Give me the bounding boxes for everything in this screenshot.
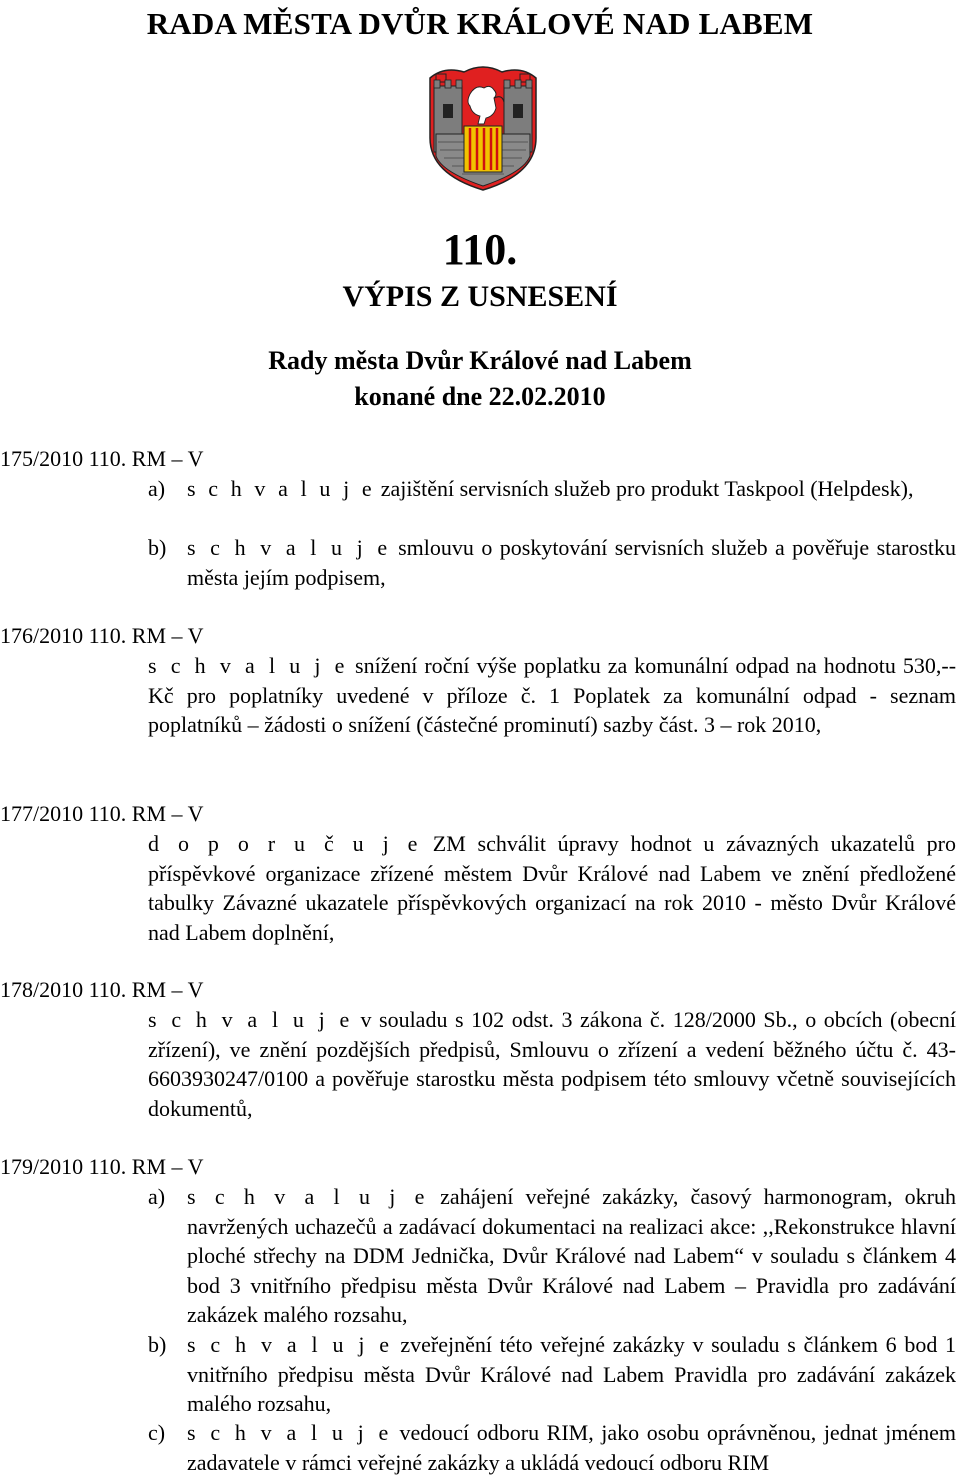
- resolution-item: [148, 829, 956, 947]
- resolution-verb: s c h v a l u j e: [187, 1332, 393, 1357]
- resolution-item: [187, 474, 956, 504]
- resolution-verb: s c h v a l u j e: [148, 653, 349, 678]
- resolution-item: [187, 1418, 956, 1477]
- resolution-item: [148, 651, 956, 740]
- resolution-text: zveřejnění této veřejné zakázky v souladu s článkem 6 bod 1 vnitřního předpisu města Dvůr Králové nad Labem Pravidla pro zadávání zakázek malého rozsahu,: [187, 1332, 957, 1417]
- resolution-item: [187, 1182, 956, 1330]
- item-label: c): [148, 1420, 166, 1445]
- item-label: b): [148, 535, 167, 560]
- extract-number: 110.: [442, 225, 518, 274]
- resolution-verb: d o p o r u č u j e: [148, 831, 422, 856]
- resolution-text: vedoucí odboru RIM, jako osobu oprávněnou, jednat jménem zadavatele v rámci veřejné zakázky a ukládá vedoucí odboru RIM: [187, 1420, 957, 1475]
- resolution-verb: s c h v a l u j e: [187, 1184, 428, 1209]
- resolution-text: snížení roční výše poplatku za komunální odpad na hodnotu 530,-- Kč pro poplatníky uvedené v příloze č. 1 Poplatek za komunální odpad - seznam poplatníků – žádosti o snížení (částečné prominutí) sazby část. 3 – rok 2010,: [148, 653, 957, 738]
- resolution-text: v souladu s 102 odst. 3 zákona č. 128/2000 Sb., o obcích (obecní zřízení), ve znění pozdějších předpisů, Smlouvu o zřízení a vedení běžného účtu č. 43-6603930247/0100 a pověřuje starostku města podpisem této smlouvy včetně souvisejících dokumentů,: [148, 1007, 956, 1121]
- item-label: b): [148, 1332, 167, 1357]
- resolution-id: 179/2010 110. RM – V: [0, 1154, 204, 1179]
- resolution-id: 177/2010 110. RM – V: [0, 801, 204, 826]
- resolution-id: 175/2010 110. RM – V: [0, 446, 204, 471]
- resolution-item: [187, 533, 956, 592]
- resolution-text: smlouvu o poskytování servisních služeb a pověřuje starostku města jejím podpisem,: [187, 535, 957, 590]
- item-label: a): [148, 1184, 166, 1209]
- town-coat-of-arms-icon: [424, 64, 542, 192]
- resolution-text: zahájení veřejné zakázky, časový harmonogram, okruh navržených uchazečů a zadávací dokumentaci na realizaci akce: ,,Rekonstrukce hlavní ploché střechy na DDM Jednička, Dvůr Králové nad Labem“ v souladu s článkem 4 bod 3 vnitřního předpisu města Dvůr Králové nad Labem – Pravidla pro zadávání zakázek malého rozsahu,: [187, 1184, 957, 1328]
- resolution-id: 176/2010 110. RM – V: [0, 623, 204, 648]
- resolution-verb: s c h v a l u j e: [148, 1007, 353, 1032]
- council-header: RADA MĚSTA DVŮR KRÁLOVÉ NAD LABEM: [146, 6, 814, 41]
- resolution-id: 178/2010 110. RM – V: [0, 977, 204, 1002]
- resolution-verb: s c h v a l u j e: [187, 1420, 392, 1445]
- extract-title: VÝPIS Z USNESENÍ: [342, 280, 618, 313]
- council-name: Rady města Dvůr Králové nad Labem: [268, 346, 692, 375]
- resolution-text: ZM schválit úpravy hodnot u závazných ukazatelů pro příspěvkové organizace zřízené městem Dvůr Králové nad Labem ve znění předložené tabulky Závazné ukazatele příspěvkových organizací na rok 2010 - město Dvůr Králové nad Labem doplnění,: [148, 831, 956, 945]
- resolution-text: zajištění servisních služeb pro produkt Taskpool (Helpdesk),: [380, 476, 914, 501]
- resolution-verb: s c h v a l u j e: [187, 535, 391, 560]
- resolution-verb: s c h v a l u j e: [187, 476, 376, 501]
- resolution-item: [148, 1005, 956, 1123]
- resolution-item: [187, 1330, 956, 1419]
- item-label: a): [148, 476, 166, 501]
- meeting-date: konané dne 22.02.2010: [354, 382, 606, 411]
